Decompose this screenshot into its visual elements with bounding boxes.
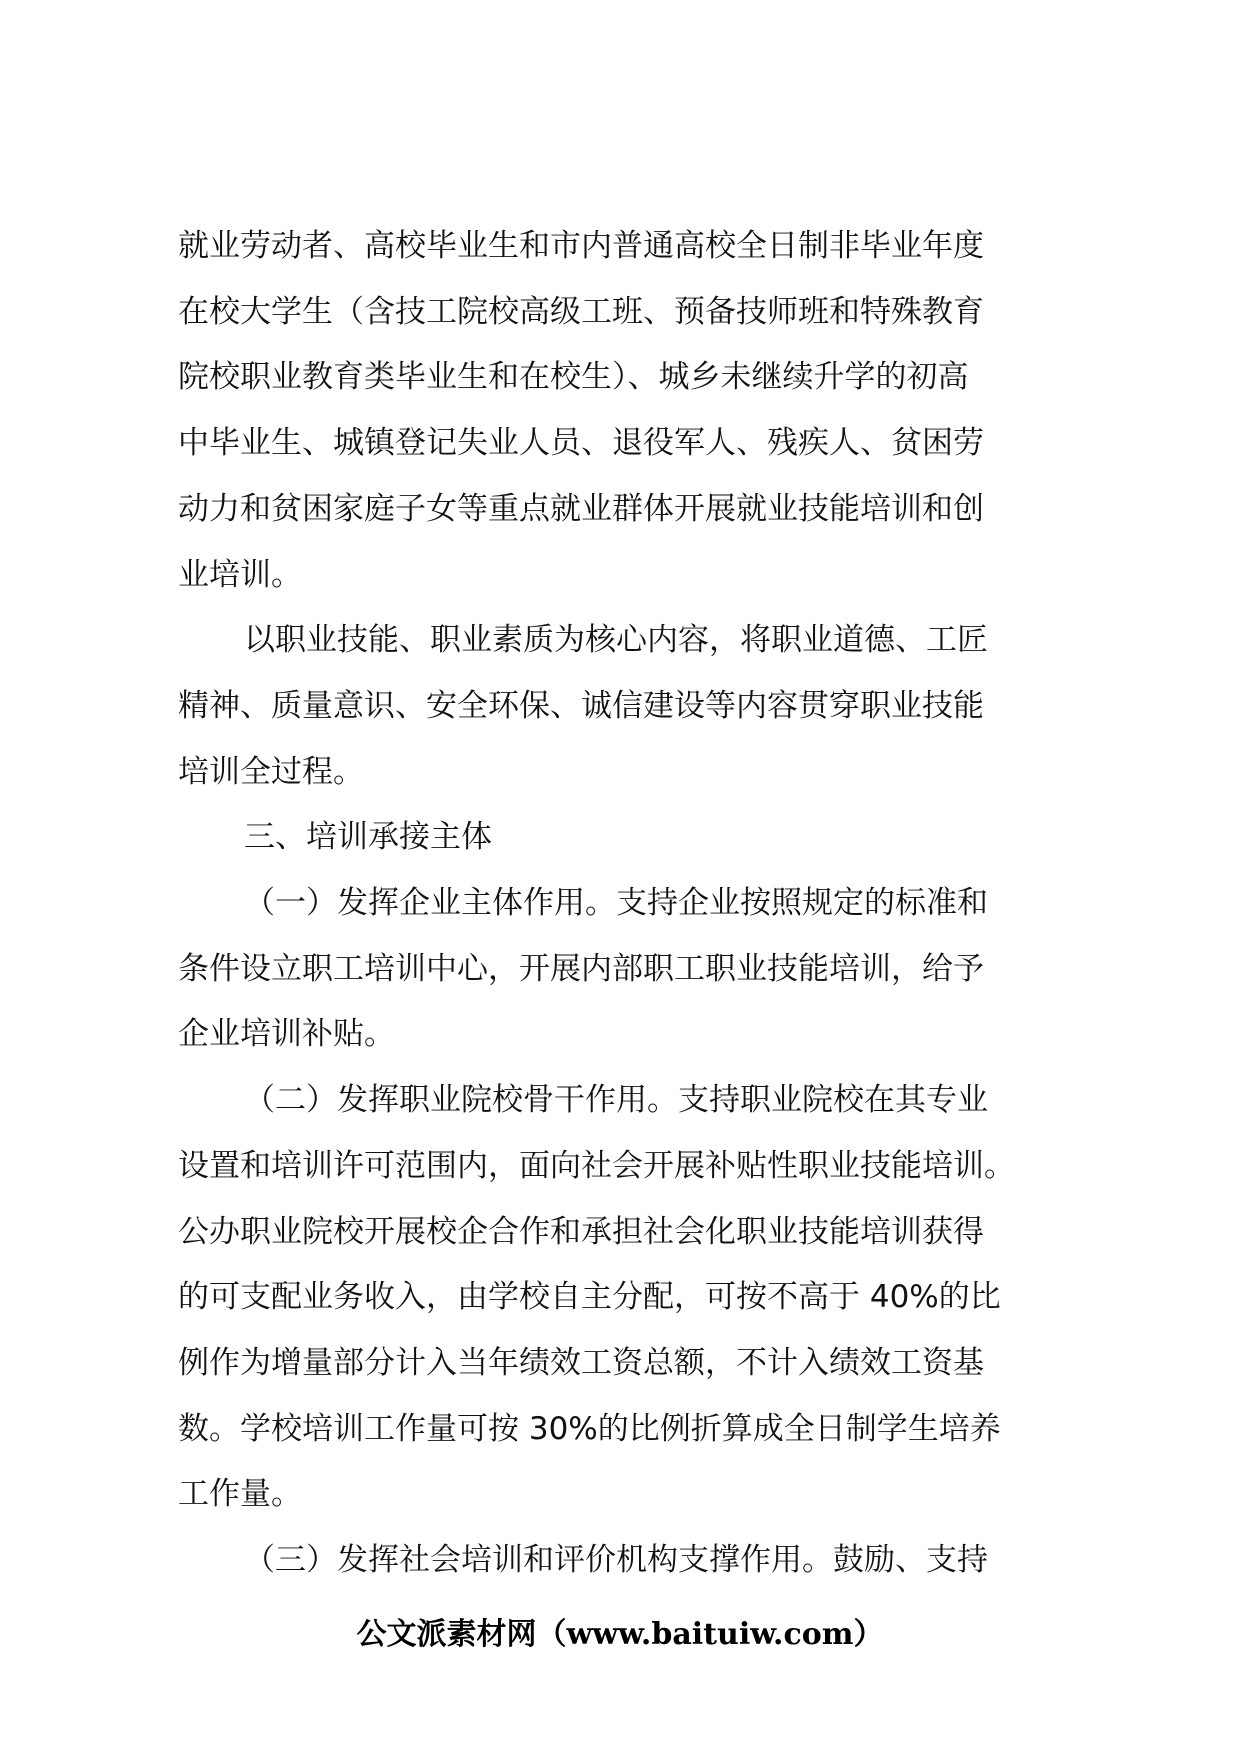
text-line: 院校职业教育类毕业生和在校生）、城乡未继续升学的初高 [178,359,969,396]
text-line: 公办职业院校开展校企合作和承担社会化职业技能培训获得 [178,1213,984,1250]
document-body [178,214,1088,1594]
section-heading-text: 三、培训承接主体 [244,819,492,856]
text-line: （三）发挥社会培训和评价机构支撑作用。鼓励、支持 [244,1542,988,1579]
text-line: 以职业技能、职业素质为核心内容，将职业道德、工匠 [244,622,988,659]
text-line: 动力和贫困家庭子女等重点就业群体开展就业技能培训和创 [178,490,984,527]
text-line: 中毕业生、城镇登记失业人员、退役军人、残疾人、贫困劳 [178,425,984,462]
paragraph-training-content [178,608,1088,805]
text-line: 业培训。 [178,556,302,593]
text-line: （一）发挥企业主体作用。支持企业按照规定的标准和 [244,885,988,922]
text-line: 精神、质量意识、安全环保、诚信建设等内容贯穿职业技能 [178,687,984,724]
text-line: 的可支配业务收入，由学校自主分配，可按不高于 40%的比 [178,1279,1001,1316]
text-line: 例作为增量部分计入当年绩效工资总额，不计入绩效工资基 [178,1344,984,1381]
text-line: 设置和培训许可范围内，面向社会开展补贴性职业技能培训。 [178,1147,1015,1184]
text-line: 条件设立职工培训中心，开展内部职工职业技能培训，给予 [178,950,984,987]
footer-watermark: 公文派素材网（www.baituiw.com） [356,1617,884,1652]
paragraph-target-groups [178,214,1088,608]
text-line: 数。学校培训工作量可按 30%的比例折算成全日制学生培养 [178,1410,1001,1447]
text-line: 在校大学生（含技工院校高级工班、预备技师班和特殊教育 [178,293,984,330]
paragraph-vocational-schools [178,1068,1088,1528]
section-heading [178,805,1088,871]
text-line: 培训全过程。 [178,753,364,790]
text-line: 就业劳动者、高校毕业生和市内普通高校全日制非毕业年度 [178,228,984,264]
paragraph-social-institutions [178,1528,1088,1594]
text-line: 企业培训补贴。 [178,1016,395,1053]
text-line: 工作量。 [178,1476,302,1513]
text-line: （二）发挥职业院校骨干作用。支持职业院校在其专业 [244,1082,988,1119]
paragraph-enterprise [178,871,1088,1068]
